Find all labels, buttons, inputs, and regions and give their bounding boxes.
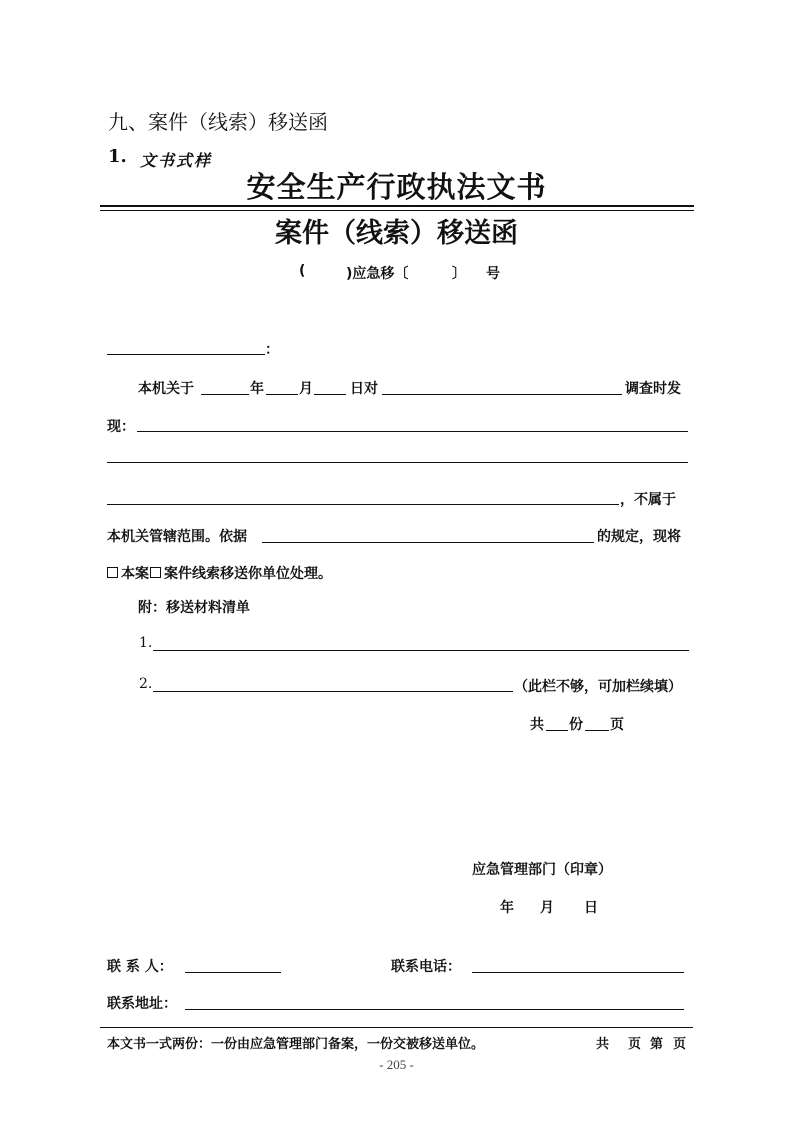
attachment-field-1[interactable] xyxy=(153,650,689,651)
recipient-field[interactable] xyxy=(107,354,265,355)
attachment-item-2: 2. xyxy=(139,676,153,692)
month-label: 月 xyxy=(299,381,313,397)
year-label: 年 xyxy=(250,381,264,397)
case-checkbox[interactable] xyxy=(107,567,118,578)
body-start: 本机关于 xyxy=(138,381,194,397)
contact-address-label: 联系地址： xyxy=(107,996,177,1012)
count-gong: 共 xyxy=(530,717,544,733)
number-paren-open: ( xyxy=(299,263,306,279)
clue-checkbox[interactable] xyxy=(150,567,161,578)
number-hao: 号 xyxy=(486,266,500,282)
attachment-item-1: 1. xyxy=(139,635,153,651)
target-field[interactable] xyxy=(382,394,622,395)
contact-phone-label: 联系电话： xyxy=(391,959,461,975)
sub-number: 1. xyxy=(108,146,127,167)
doc-subtitle: 案件（线索）移送函 xyxy=(275,218,518,249)
footer-di: 第 xyxy=(650,1037,664,1052)
recipient-colon: ： xyxy=(265,342,279,358)
number-bracket-close: 〕 xyxy=(452,266,466,282)
footer-ye1: 页 xyxy=(628,1037,642,1052)
clue-option-label: 案件线索移送你单位处理。 xyxy=(164,566,332,582)
contact-address-field[interactable] xyxy=(185,1009,684,1010)
footer-note: 本文书一式两份：一份由应急管理部门备案，一份交被移送单位。 xyxy=(107,1037,485,1052)
rule-label: 的规定，现将 xyxy=(597,529,681,545)
day-field[interactable] xyxy=(314,394,346,395)
found-field-2[interactable] xyxy=(107,462,688,463)
attachment-title: 附：移送材料清单 xyxy=(138,600,250,616)
basis-field[interactable] xyxy=(262,542,594,543)
sub-label: 文书式样 xyxy=(140,151,213,170)
sign-month: 月 xyxy=(540,900,554,916)
footer-ye2: 页 xyxy=(673,1037,687,1052)
investigate-label: 调查时发 xyxy=(625,381,681,397)
found-field-3[interactable] xyxy=(107,504,619,505)
doc-title: 安全生产行政执法文书 xyxy=(246,170,547,204)
dept-seal: 应急管理部门（印章） xyxy=(472,862,612,878)
footer-gong: 共 xyxy=(596,1037,610,1052)
found-field-1[interactable] xyxy=(137,431,688,432)
footer-rule xyxy=(100,1027,693,1028)
number-org-label: )应急移〔 xyxy=(346,266,409,282)
page-number: - 205 - xyxy=(379,1057,414,1072)
copies-field[interactable] xyxy=(546,730,568,731)
day-label: 日对 xyxy=(350,381,378,397)
jurisdiction-label: 本机关管辖范围。依据 xyxy=(107,529,247,545)
not-belong-label: ，不属于 xyxy=(620,492,676,508)
contact-phone-field[interactable] xyxy=(472,972,684,973)
case-option-label: 本案 xyxy=(121,566,149,582)
count-fen: 份 xyxy=(569,717,583,733)
year-field[interactable] xyxy=(201,394,249,395)
attachment-note: （此栏不够，可加栏续填） xyxy=(514,679,682,695)
month-field[interactable] xyxy=(266,394,298,395)
sign-day: 日 xyxy=(584,900,598,916)
section-heading: 九、案件（线索）移送函 xyxy=(108,110,328,134)
count-ye: 页 xyxy=(610,717,624,733)
contact-person-label: 联 系 人： xyxy=(107,959,173,975)
found-label: 现： xyxy=(107,419,135,435)
sign-year: 年 xyxy=(500,900,514,916)
transfer-options xyxy=(107,563,332,583)
attachment-field-2[interactable] xyxy=(153,691,513,692)
contact-person-field[interactable] xyxy=(185,972,281,973)
pages-field[interactable] xyxy=(585,730,609,731)
